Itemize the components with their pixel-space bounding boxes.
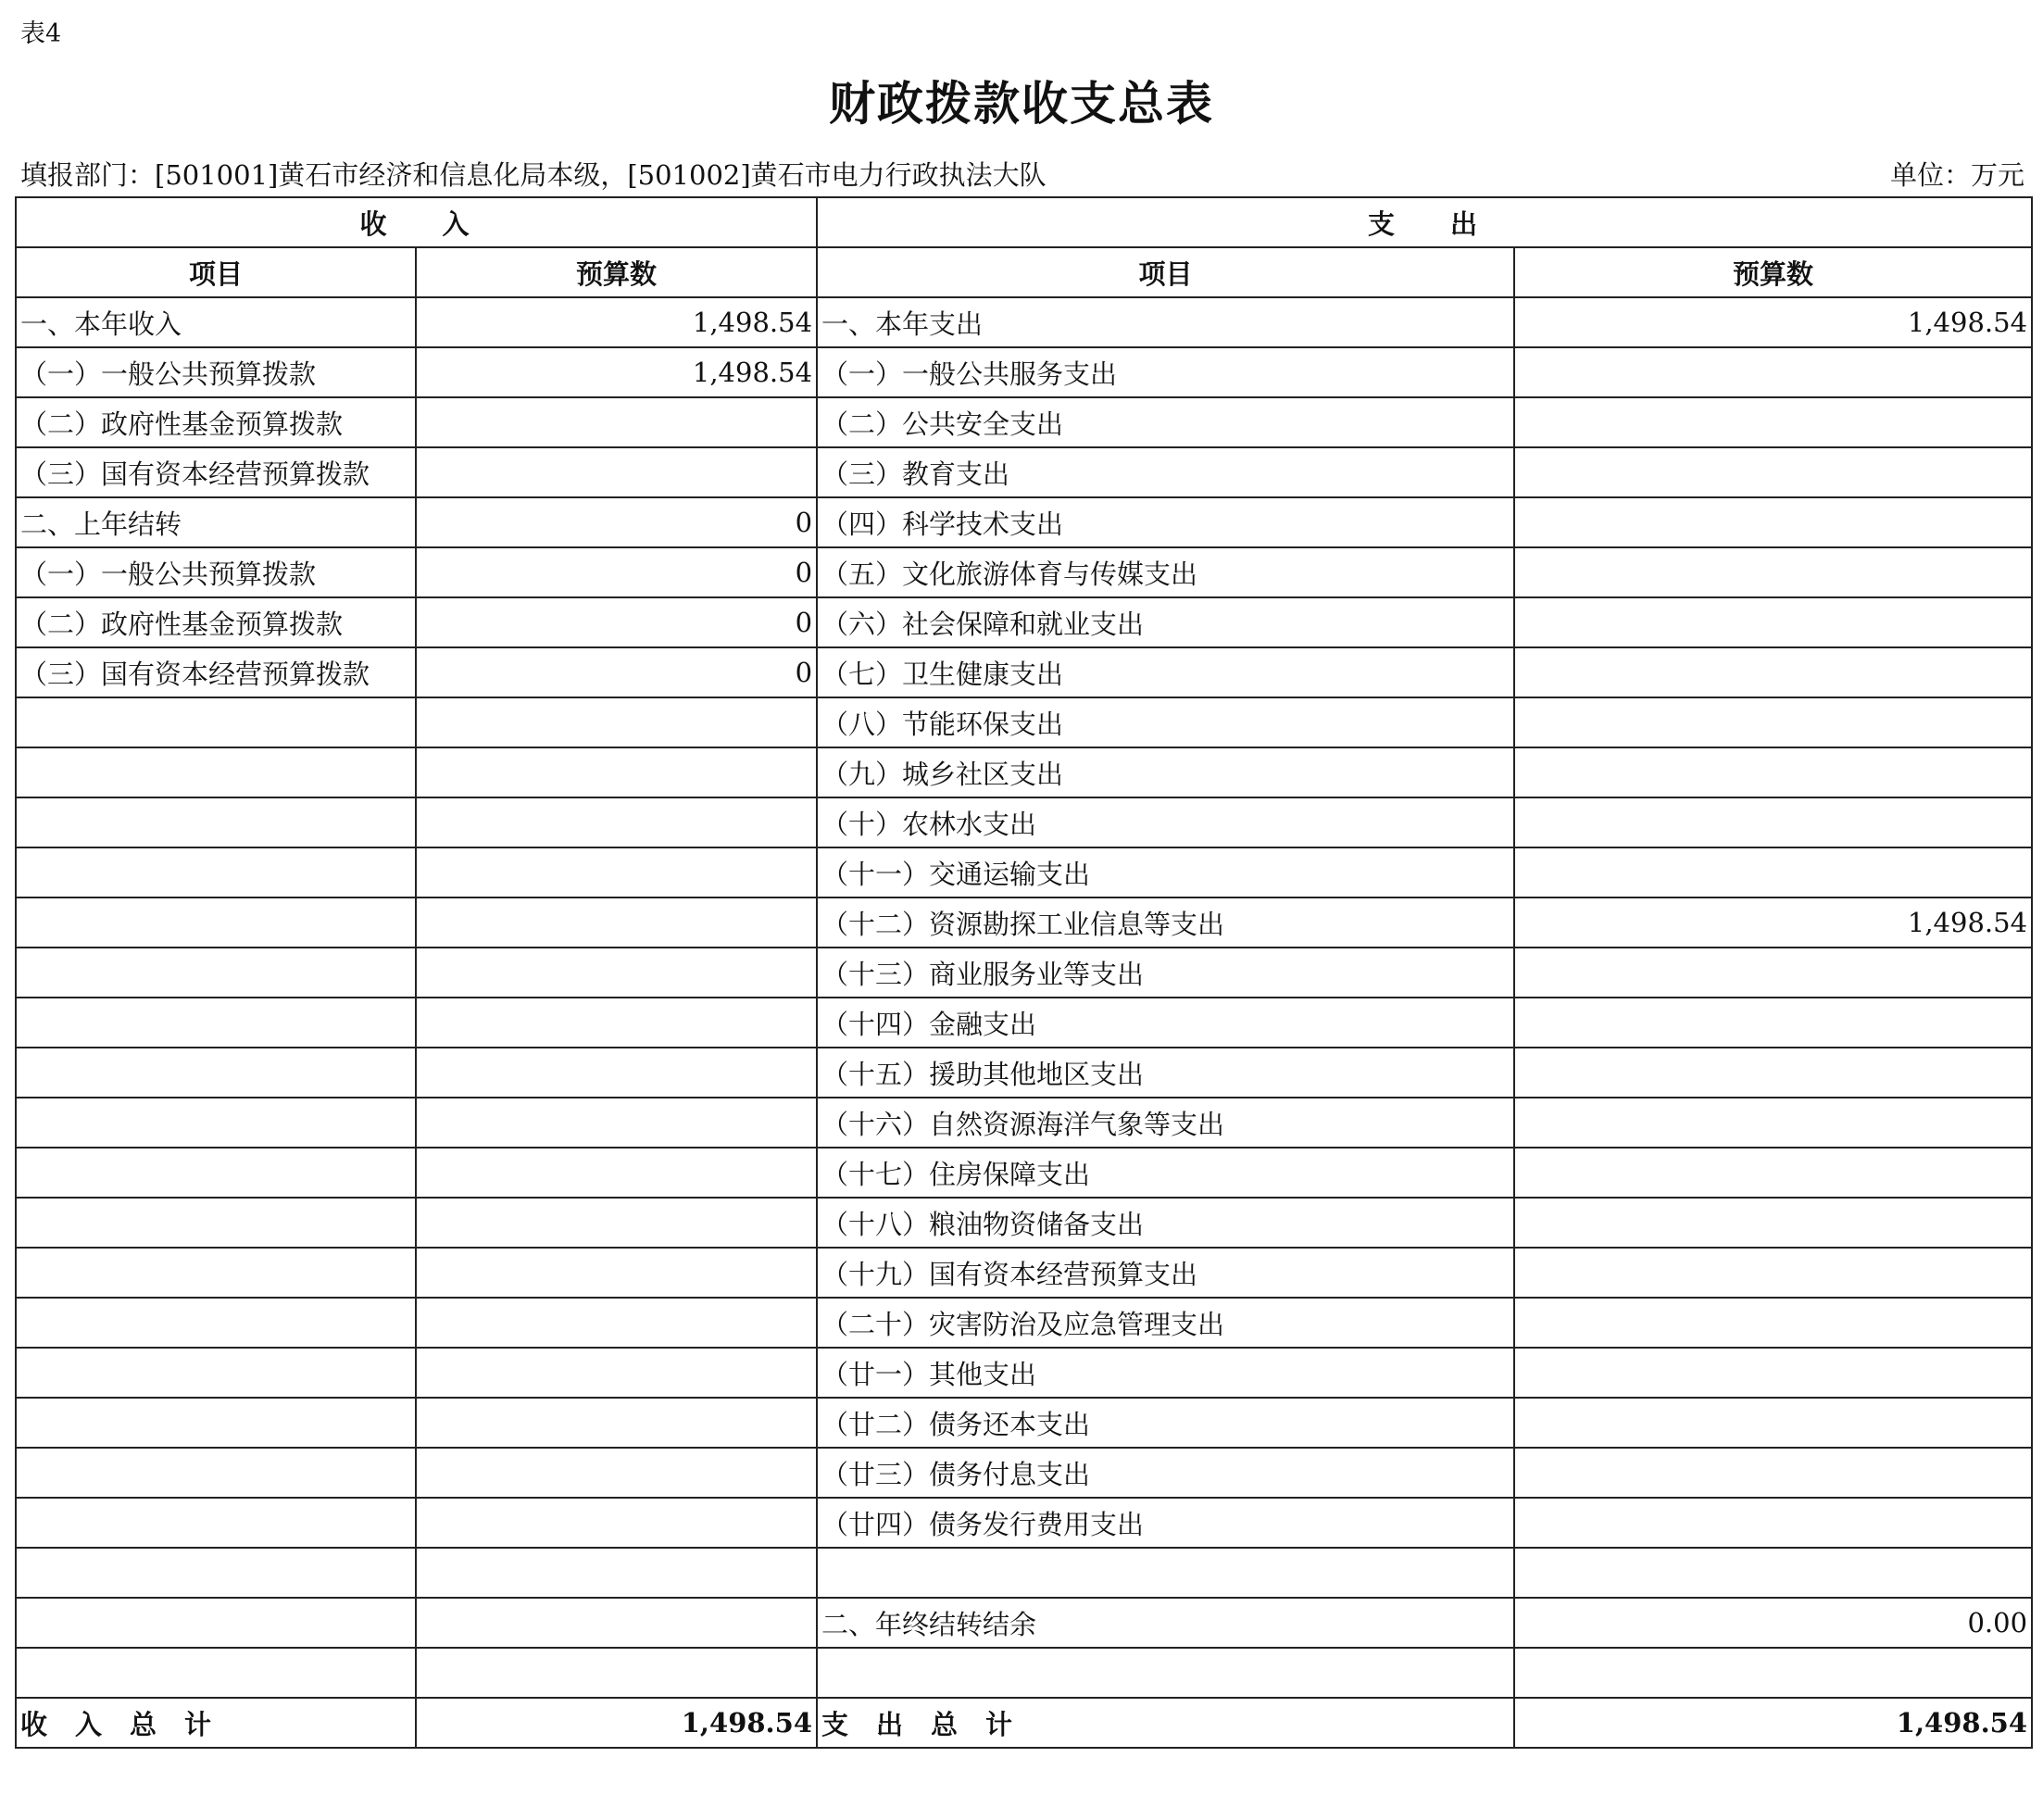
expense-item-cell: （十三）商业服务业等支出 — [817, 948, 1514, 998]
expense-item-cell: （十一）交通运输支出 — [817, 847, 1514, 897]
table-row — [16, 998, 2032, 1048]
income-item-cell — [16, 747, 416, 797]
expense-value-cell — [1514, 1298, 2032, 1348]
income-section-header: 收入 — [16, 197, 817, 247]
table-row — [16, 597, 2032, 647]
expense-value-cell — [1514, 747, 2032, 797]
expense-value-cell — [1514, 1498, 2032, 1548]
income-value-cell — [416, 697, 817, 747]
income-budget-header: 预算数 — [416, 247, 817, 297]
income-value-cell — [416, 1298, 817, 1348]
table-row — [16, 1398, 2032, 1448]
expense-item-cell: （廿三）债务付息支出 — [817, 1448, 1514, 1498]
income-item-cell — [16, 948, 416, 998]
expense-item-cell: （十）农林水支出 — [817, 797, 1514, 847]
income-item-cell — [16, 1648, 416, 1698]
income-value-cell — [416, 397, 817, 447]
table-tag: 表4 — [20, 19, 62, 48]
table-row — [16, 948, 2032, 998]
unit-label: 单位：万元 — [1889, 159, 2024, 191]
expense-value-cell — [1514, 998, 2032, 1048]
expense-item-cell: （廿四）债务发行费用支出 — [817, 1498, 1514, 1548]
income-value-cell — [416, 1248, 817, 1298]
expense-item-cell: （二十）灾害防治及应急管理支出 — [817, 1298, 1514, 1348]
income-value-cell — [416, 1448, 817, 1498]
expense-total-label: 支出总计 — [817, 1698, 1514, 1748]
income-item-cell: 二、上年结转 — [16, 497, 416, 547]
expense-item-cell: （四）科学技术支出 — [817, 497, 1514, 547]
table-row — [16, 647, 2032, 697]
expense-item-cell: （廿一）其他支出 — [817, 1348, 1514, 1398]
income-value-cell — [416, 1148, 817, 1198]
expense-budget-header: 预算数 — [1514, 247, 2032, 297]
expense-item-cell: （十六）自然资源海洋气象等支出 — [817, 1098, 1514, 1148]
section-header-row — [16, 197, 2032, 247]
expense-item-cell: （十八）粮油物资储备支出 — [817, 1198, 1514, 1248]
table-row — [16, 1498, 2032, 1548]
income-item-cell — [16, 897, 416, 948]
income-value-cell — [416, 847, 817, 897]
table-row — [16, 797, 2032, 847]
expense-value-cell — [1514, 1398, 2032, 1448]
income-total-label: 收入总计 — [16, 1698, 416, 1748]
expense-value-cell: 0.00 — [1514, 1598, 2032, 1648]
expense-item-cell: 一、本年支出 — [817, 297, 1514, 347]
expense-value-cell — [1514, 347, 2032, 397]
income-item-cell — [16, 1198, 416, 1248]
expense-value-cell — [1514, 1148, 2032, 1198]
income-value-cell — [416, 998, 817, 1048]
column-header-row — [16, 247, 2032, 297]
income-value-cell: 0 — [416, 647, 817, 697]
income-item-cell: 一、本年收入 — [16, 297, 416, 347]
expense-value-cell — [1514, 1648, 2032, 1698]
income-value-cell — [416, 1098, 817, 1148]
table-row — [16, 347, 2032, 397]
income-value-cell — [416, 797, 817, 847]
expense-item-cell: （三）教育支出 — [817, 447, 1514, 497]
income-item-cell — [16, 1598, 416, 1648]
income-value-cell: 0 — [416, 547, 817, 597]
table-row — [16, 1048, 2032, 1098]
expense-value-cell — [1514, 647, 2032, 697]
expense-value-cell — [1514, 948, 2032, 998]
table-row — [16, 1148, 2032, 1198]
expense-item-cell: （廿二）债务还本支出 — [817, 1398, 1514, 1448]
expense-item-cell: （十七）住房保障支出 — [817, 1148, 1514, 1198]
income-item-cell — [16, 1098, 416, 1148]
department-label: 填报部门：[501001]黄石市经济和信息化局本级，[501002]黄石市电力行政执法大队 — [20, 159, 1047, 191]
expense-item-cell: （二）公共安全支出 — [817, 397, 1514, 447]
table-row — [16, 897, 2032, 948]
expense-value-cell: 1,498.54 — [1514, 297, 2032, 347]
table-row — [16, 1348, 2032, 1398]
income-value-cell: 1,498.54 — [416, 347, 817, 397]
expense-item-cell: （十二）资源勘探工业信息等支出 — [817, 897, 1514, 948]
expense-value-cell — [1514, 1448, 2032, 1498]
table-row — [16, 747, 2032, 797]
income-item-cell: （二）政府性基金预算拨款 — [16, 397, 416, 447]
income-item-cell — [16, 847, 416, 897]
income-value-cell — [416, 948, 817, 998]
table-row — [16, 497, 2032, 547]
income-item-header: 项目 — [16, 247, 416, 297]
expense-item-cell: （七）卫生健康支出 — [817, 647, 1514, 697]
table-row — [16, 297, 2032, 347]
income-item-cell: （二）政府性基金预算拨款 — [16, 597, 416, 647]
expense-item-header: 项目 — [817, 247, 1514, 297]
table-row — [16, 1198, 2032, 1248]
budget-table — [15, 196, 2033, 1749]
expense-value-cell — [1514, 1098, 2032, 1148]
expense-item-cell: （五）文化旅游体育与传媒支出 — [817, 547, 1514, 597]
income-item-cell — [16, 1148, 416, 1198]
expense-value-cell — [1514, 547, 2032, 597]
income-item-cell: （三）国有资本经营预算拨款 — [16, 447, 416, 497]
income-value-cell: 1,498.54 — [416, 297, 817, 347]
totals-row — [16, 1698, 2032, 1748]
income-value-cell — [416, 1498, 817, 1548]
expense-item-cell — [817, 1548, 1514, 1598]
income-value-cell — [416, 1598, 817, 1648]
expense-item-cell: （十九）国有资本经营预算支出 — [817, 1248, 1514, 1298]
table-row — [16, 697, 2032, 747]
income-value-cell — [416, 897, 817, 948]
income-value-cell — [416, 1648, 817, 1698]
expense-value-cell — [1514, 1348, 2032, 1398]
expense-item-cell: 二、年终结转结余 — [817, 1598, 1514, 1648]
table-row — [16, 1298, 2032, 1348]
page-title: 财政拨款收支总表 — [829, 76, 1214, 131]
expense-item-cell: （十五）援助其他地区支出 — [817, 1048, 1514, 1098]
income-value-cell: 0 — [416, 597, 817, 647]
expense-value-cell — [1514, 1198, 2032, 1248]
income-item-cell — [16, 1548, 416, 1598]
expense-item-cell — [817, 1648, 1514, 1698]
table-row — [16, 1098, 2032, 1148]
expense-value-cell — [1514, 797, 2032, 847]
income-item-cell — [16, 1398, 416, 1448]
income-value-cell — [416, 447, 817, 497]
expense-value-cell — [1514, 447, 2032, 497]
table-row — [16, 447, 2032, 497]
table-row — [16, 397, 2032, 447]
expense-item-cell: （一）一般公共服务支出 — [817, 347, 1514, 397]
expense-item-cell: （六）社会保障和就业支出 — [817, 597, 1514, 647]
income-item-cell — [16, 1348, 416, 1398]
expense-value-cell — [1514, 1548, 2032, 1598]
income-item-cell — [16, 1498, 416, 1548]
table-row — [16, 1448, 2032, 1498]
table-row — [16, 1648, 2032, 1698]
expense-value-cell — [1514, 597, 2032, 647]
expense-item-cell: （十四）金融支出 — [817, 998, 1514, 1048]
expense-value-cell — [1514, 847, 2032, 897]
income-value-cell — [416, 1198, 817, 1248]
income-value-cell — [416, 747, 817, 797]
income-item-cell — [16, 797, 416, 847]
income-item-cell — [16, 697, 416, 747]
expense-value-cell — [1514, 497, 2032, 547]
expense-item-cell: （九）城乡社区支出 — [817, 747, 1514, 797]
income-value-cell — [416, 1048, 817, 1098]
table-row — [16, 1548, 2032, 1598]
expense-total-value: 1,498.54 — [1514, 1698, 2032, 1748]
expense-value-cell — [1514, 697, 2032, 747]
expense-value-cell — [1514, 397, 2032, 447]
table-row — [16, 547, 2032, 597]
expense-item-cell: （八）节能环保支出 — [817, 697, 1514, 747]
income-value-cell — [416, 1398, 817, 1448]
table-row — [16, 847, 2032, 897]
income-value-cell: 0 — [416, 497, 817, 547]
income-value-cell — [416, 1548, 817, 1598]
expense-value-cell — [1514, 1248, 2032, 1298]
income-total-value: 1,498.54 — [416, 1698, 817, 1748]
income-value-cell — [416, 1348, 817, 1398]
expense-value-cell — [1514, 1048, 2032, 1098]
expense-value-cell: 1,498.54 — [1514, 897, 2032, 948]
income-item-cell — [16, 1048, 416, 1098]
income-item-cell — [16, 1448, 416, 1498]
income-item-cell — [16, 1248, 416, 1298]
expense-section-header: 支出 — [817, 197, 2032, 247]
income-item-cell: （一）一般公共预算拨款 — [16, 547, 416, 597]
income-item-cell: （三）国有资本经营预算拨款 — [16, 647, 416, 697]
income-item-cell — [16, 998, 416, 1048]
table-row — [16, 1248, 2032, 1298]
table-row — [16, 1598, 2032, 1648]
income-item-cell — [16, 1298, 416, 1348]
income-item-cell: （一）一般公共预算拨款 — [16, 347, 416, 397]
